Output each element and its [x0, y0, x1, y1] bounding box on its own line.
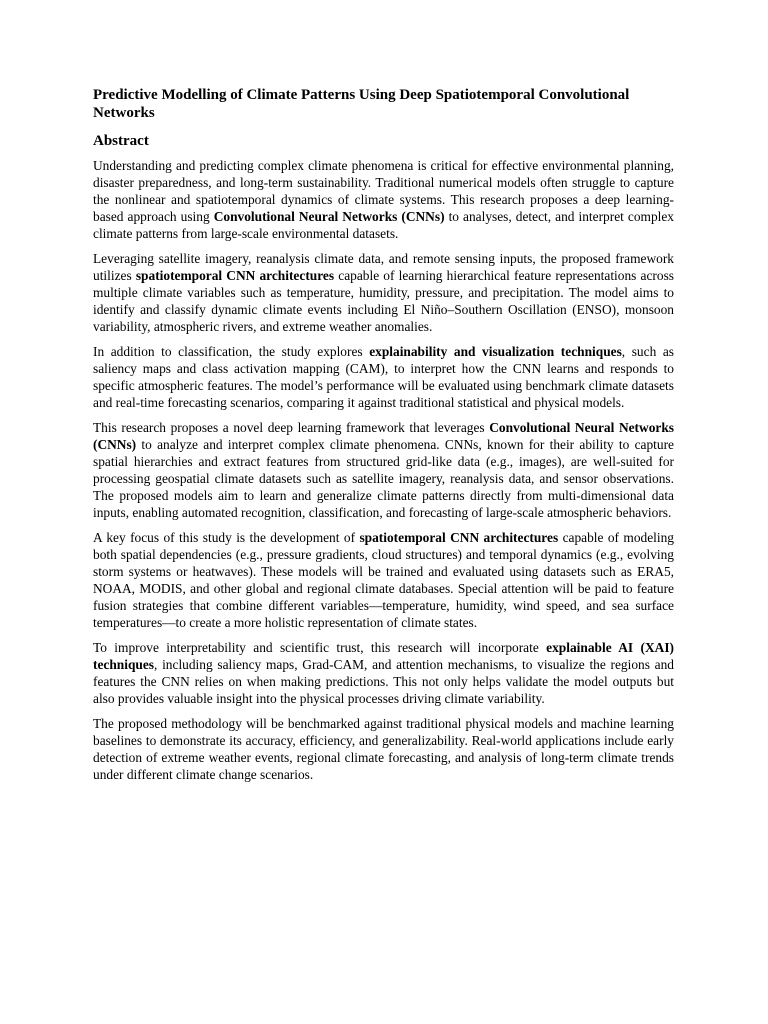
abstract-paragraph	[93, 640, 674, 708]
paragraph-text: To improve interpretability and scientific trust, this research will incorporate	[93, 640, 547, 656]
paragraph-emphasis: Convolutional Neural Networks (CNNs)	[93, 420, 674, 453]
paragraph-text: Understanding and predicting complex climate phenomena is critical for effective environmental planning, disaster preparedness, and long-term sustainability. Traditional numerical models often struggle to capture the nonlinear and spatiotemporal dynamics of climate systems. This research proposes a deep learning-based approach using	[93, 158, 674, 224]
paragraph-text: to analyses, detect, and interpret complex climate patterns from large-scale environmental datasets.	[93, 208, 674, 241]
paragraph-emphasis: Convolutional Neural Networks (CNNs)	[213, 208, 445, 224]
paragraph-text: A key focus of this study is the development of	[93, 530, 360, 546]
abstract-paragraph	[93, 420, 674, 521]
abstract-paragraph	[93, 716, 674, 784]
document-page	[93, 86, 674, 792]
paragraph-emphasis: spatiotemporal CNN architectures	[359, 530, 559, 546]
abstract-paragraph	[93, 530, 674, 631]
paragraph-text: capable of modeling both spatial dependencies (e.g., pressure gradients, cloud structures) and temporal dynamics (e.g., evolving storm systems or heatwaves). These models will be trained and evaluated using datasets such as ERA5, NOAA, MODIS, and other global and regional climate databases. Special attention will be paid to feature fusion strategies that combine different variables—temperature, humidity, wind speed, and sea surface temperatures—to create a more holistic representation of climate states.	[93, 530, 675, 630]
abstract-heading: Abstract	[93, 133, 149, 149]
paragraph-text: This research proposes a novel deep learning framework that leverages	[93, 420, 490, 436]
paragraph-emphasis: explainable AI (XAI) techniques	[93, 640, 674, 672]
abstract-paragraph	[93, 251, 674, 336]
abstract-paragraph	[93, 158, 674, 243]
paragraph-text: capable of learning hierarchical feature representations across multiple climate variables such as temperature, humidity, pressure, and precipitation. The model aims to identify and classify dynamic climate events including El Niño–Southern Oscillation (ENSO), monsoon variability, atmospheric rivers, and extreme weather anomalies.	[93, 267, 675, 334]
abstract-paragraph	[93, 344, 674, 412]
paragraph-emphasis: explainability and visualization techniques	[369, 344, 622, 360]
paragraph-text: , such as saliency maps and class activation mapping (CAM), to interpret how the CNN learns and responds to specific atmospheric features. The model’s performance will be evaluated using benchmark climate datasets and real-time forecasting scenarios, comparing it against traditional statistical and physical models.	[93, 344, 674, 410]
paragraph-text: , including saliency maps, Grad-CAM, and attention mechanisms, to visualize the regions and features the CNN relies on when making predictions. This not only helps validate the model outputs but also provides valuable insight into the physical processes driving climate variability.	[93, 656, 674, 706]
paragraph-emphasis: spatiotemporal CNN architectures	[135, 267, 335, 283]
paragraph-text: to analyze and interpret complex climate phenomena. CNNs, known for their ability to capture spatial hierarchies and extract features from structured grid-like data (e.g., images), are well-suited for processing geospatial climate datasets such as satellite imagery, reanalysis data, and sensor observations. The proposed models aim to learn and generalize climate patterns directly from multi-dimensional data inputs, enabling automated recognition, classification, and forecasting of large-scale atmospheric behaviors.	[93, 437, 674, 520]
document-title: Predictive Modelling of Climate Patterns Using Deep Spatiotemporal Convolutional Networks	[93, 87, 630, 121]
paragraph-text: Leveraging satellite imagery, reanalysis climate data, and remote sensing inputs, the proposed framework utilizes	[93, 251, 674, 283]
paragraph-text: The proposed methodology will be benchmarked against traditional physical models and machine learning baselines to demonstrate its accuracy, efficiency, and generalizability. Real-world applications include early detection of extreme weather events, regional climate forecasting, and analysis of long-term climate trends under different climate change scenarios.	[93, 716, 674, 782]
paragraph-text: In addition to classification, the study explores	[93, 344, 370, 360]
